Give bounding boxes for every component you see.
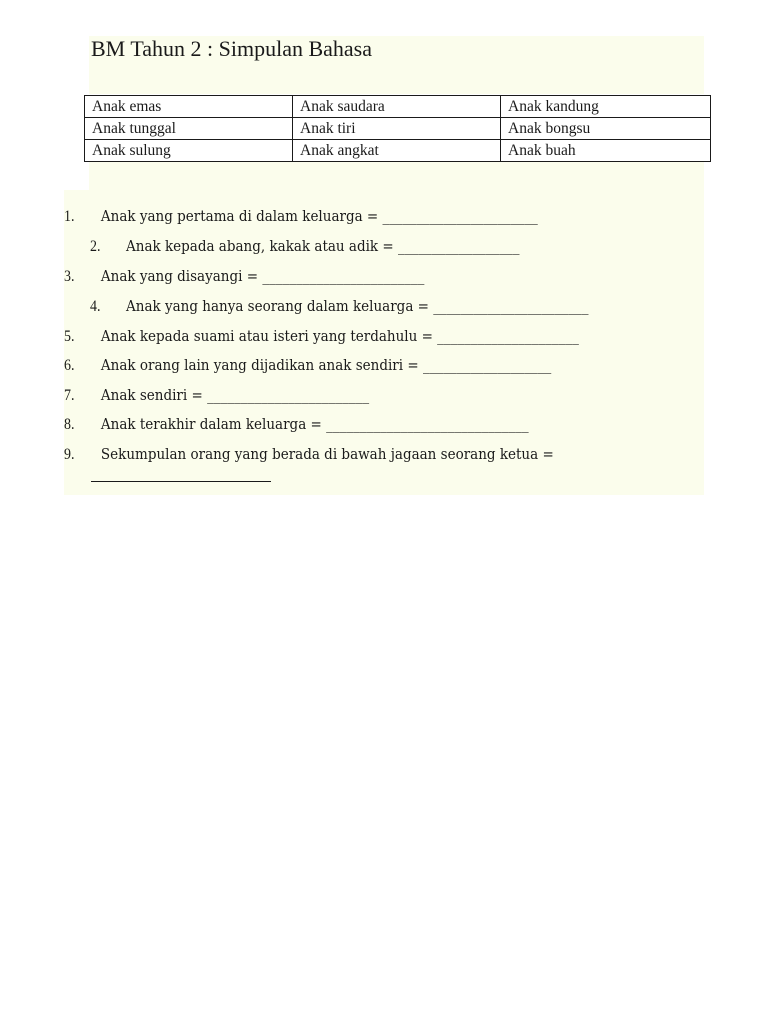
table-row xyxy=(85,118,711,140)
table-cell: Anak tunggal xyxy=(85,118,293,140)
question-text: Anak yang disayangi = ________________________ xyxy=(100,267,425,285)
table-cell: Anak angkat xyxy=(293,140,501,162)
question-number: 8. xyxy=(64,416,75,433)
question-text: Sekumpulan orang yang berada di bawah jagaan seorang ketua = xyxy=(100,445,554,463)
spacer-background xyxy=(89,162,704,190)
answer-blank-line xyxy=(91,481,271,482)
word-bank-table xyxy=(84,95,711,162)
question-number: 2. xyxy=(90,238,101,255)
question-item xyxy=(90,295,589,318)
question-text: Anak yang pertama di dalam keluarga = _______________________ xyxy=(100,207,538,225)
question-item xyxy=(90,235,519,258)
question-number: 4. xyxy=(90,298,101,315)
question-item xyxy=(64,354,551,377)
page-title: BM Tahun 2 : Simpulan Bahasa xyxy=(91,36,372,61)
question-text: Anak yang hanya seorang dalam keluarga = _______________________ xyxy=(126,297,589,315)
table-cell: Anak tiri xyxy=(293,118,501,140)
table-cell: Anak bongsu xyxy=(501,118,711,140)
question-item xyxy=(64,413,529,436)
question-text: Anak kepada suami atau isteri yang terdahulu = _____________________ xyxy=(100,327,579,345)
table-cell: Anak saudara xyxy=(293,96,501,118)
question-item xyxy=(64,325,579,348)
question-item xyxy=(64,205,538,228)
table-row xyxy=(85,140,711,162)
table-row xyxy=(85,96,711,118)
question-number: 9. xyxy=(64,446,75,463)
table-cell: Anak kandung xyxy=(501,96,711,118)
question-text: Anak sendiri = ________________________ xyxy=(100,386,370,404)
table-cell: Anak buah xyxy=(501,140,711,162)
question-item xyxy=(64,265,424,288)
question-text: Anak kepada abang, kakak atau adik = __________________ xyxy=(126,237,520,255)
question-number: 1. xyxy=(64,208,75,225)
table-cell: Anak emas xyxy=(85,96,293,118)
question-text: Anak orang lain yang dijadikan anak sendiri = ___________________ xyxy=(100,356,552,374)
question-number: 3. xyxy=(64,268,75,285)
table-cell: Anak sulung xyxy=(85,140,293,162)
question-number: 7. xyxy=(64,387,75,404)
question-item xyxy=(64,443,554,466)
question-number: 5. xyxy=(64,328,75,345)
question-text: Anak terakhir dalam keluarga = ______________________________ xyxy=(100,415,529,433)
question-number: 6. xyxy=(64,357,75,374)
question-item xyxy=(64,384,369,407)
